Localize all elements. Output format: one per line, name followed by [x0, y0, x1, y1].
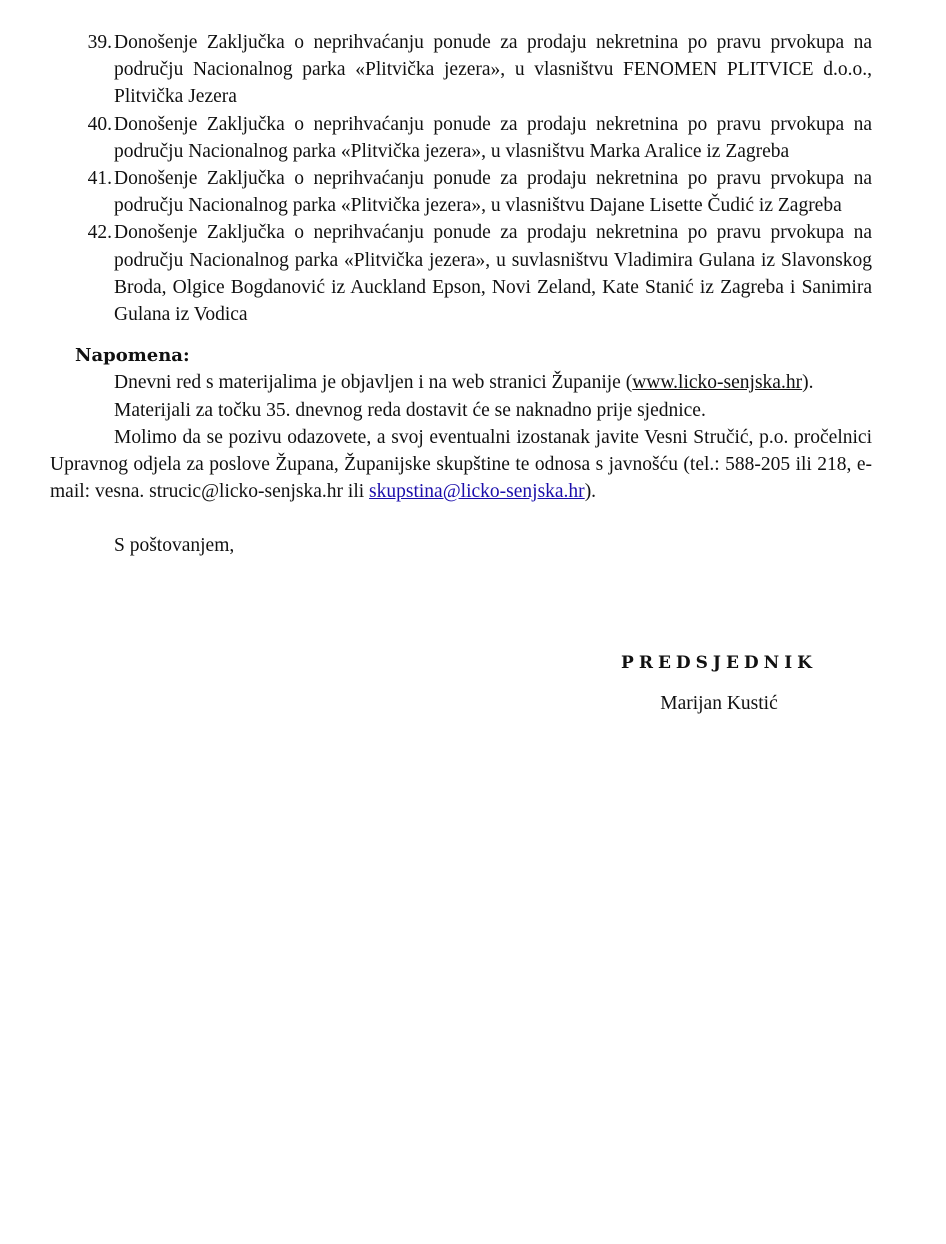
note-paragraph-materials: Materijali za točku 35. dnevnog reda dostavit će se naknadno prije sjednice.	[114, 399, 706, 421]
email-link[interactable]: skupstina@licko-senjska.hr	[369, 481, 585, 503]
note-heading: Napomena:	[75, 345, 190, 367]
document-page	[50, 29, 872, 560]
agenda-item-41	[50, 165, 872, 219]
note-text: ).	[584, 481, 597, 503]
agenda-item-text: Donošenje Zaključka o neprihvaćanju ponude za prodaju nekretnina po pravu prvokupa na području Nacionalnog parka «Plitvička jezera», u vlasništvu FENOMEN PLITVICE d.o.o., Plitvička Jezera	[114, 32, 872, 108]
agenda-item-42	[50, 219, 872, 328]
note-paragraph-contact	[50, 424, 872, 506]
note-text: Molimo da se pozivu odazovete, a svoj eventualni izostanak javite Vesni Stručić, p.o. pročelnici Upravnog odjela za poslove Župana, Županijske skupštine te odnosa s javnošću (tel.: 588-205 ili 218, e-mail: vesna. strucic@licko-senjska.hr ili	[50, 426, 872, 503]
agenda-item-40	[50, 111, 872, 165]
agenda-list	[50, 29, 872, 328]
note-paragraph-website	[50, 369, 872, 396]
agenda-item-number: 41.	[87, 168, 112, 190]
agenda-item-text: Donošenje Zaključka o neprihvaćanju ponude za prodaju nekretnina po pravu prvokupa na području Nacionalnog parka «Plitvička jezera», u vlasništvu Marka Aralice iz Zagreba	[114, 113, 872, 162]
note-text: Dnevni red s materijalima je objavljen i na web stranici Županije (	[114, 372, 633, 394]
website-link[interactable]: www.licko-senjska.hr	[632, 372, 803, 394]
closing-greeting: S poštovanjem,	[114, 535, 235, 557]
agenda-item-number: 40.	[87, 113, 112, 135]
note-text: ).	[802, 372, 814, 394]
agenda-item-39	[50, 29, 872, 111]
signature-name: Marijan Kustić	[660, 693, 778, 714]
agenda-item-text: Donošenje Zaključka o neprihvaćanju ponude za prodaju nekretnina po pravu prvokupa na području Nacionalnog parka «Plitvička jezera», u vlasništvu Dajane Lisette Čudić iz Zagreba	[114, 168, 872, 217]
signature-title: PREDSJEDNIK	[621, 653, 817, 673]
agenda-item-number: 39.	[87, 32, 112, 53]
agenda-item-text: Donošenje Zaključka o neprihvaćanju ponude za prodaju nekretnina po pravu prvokupa na području Nacionalnog parka «Plitvička jezera», u suvlasništvu Vladimira Gulana iz Slavonskog Broda, Olgice Bogdanović iz Auckland Epson, Novi Zeland, Kate Stanić iz Zagreba i Sanimira Gulana iz Vodica	[114, 222, 872, 326]
agenda-item-number: 42.	[87, 222, 112, 244]
